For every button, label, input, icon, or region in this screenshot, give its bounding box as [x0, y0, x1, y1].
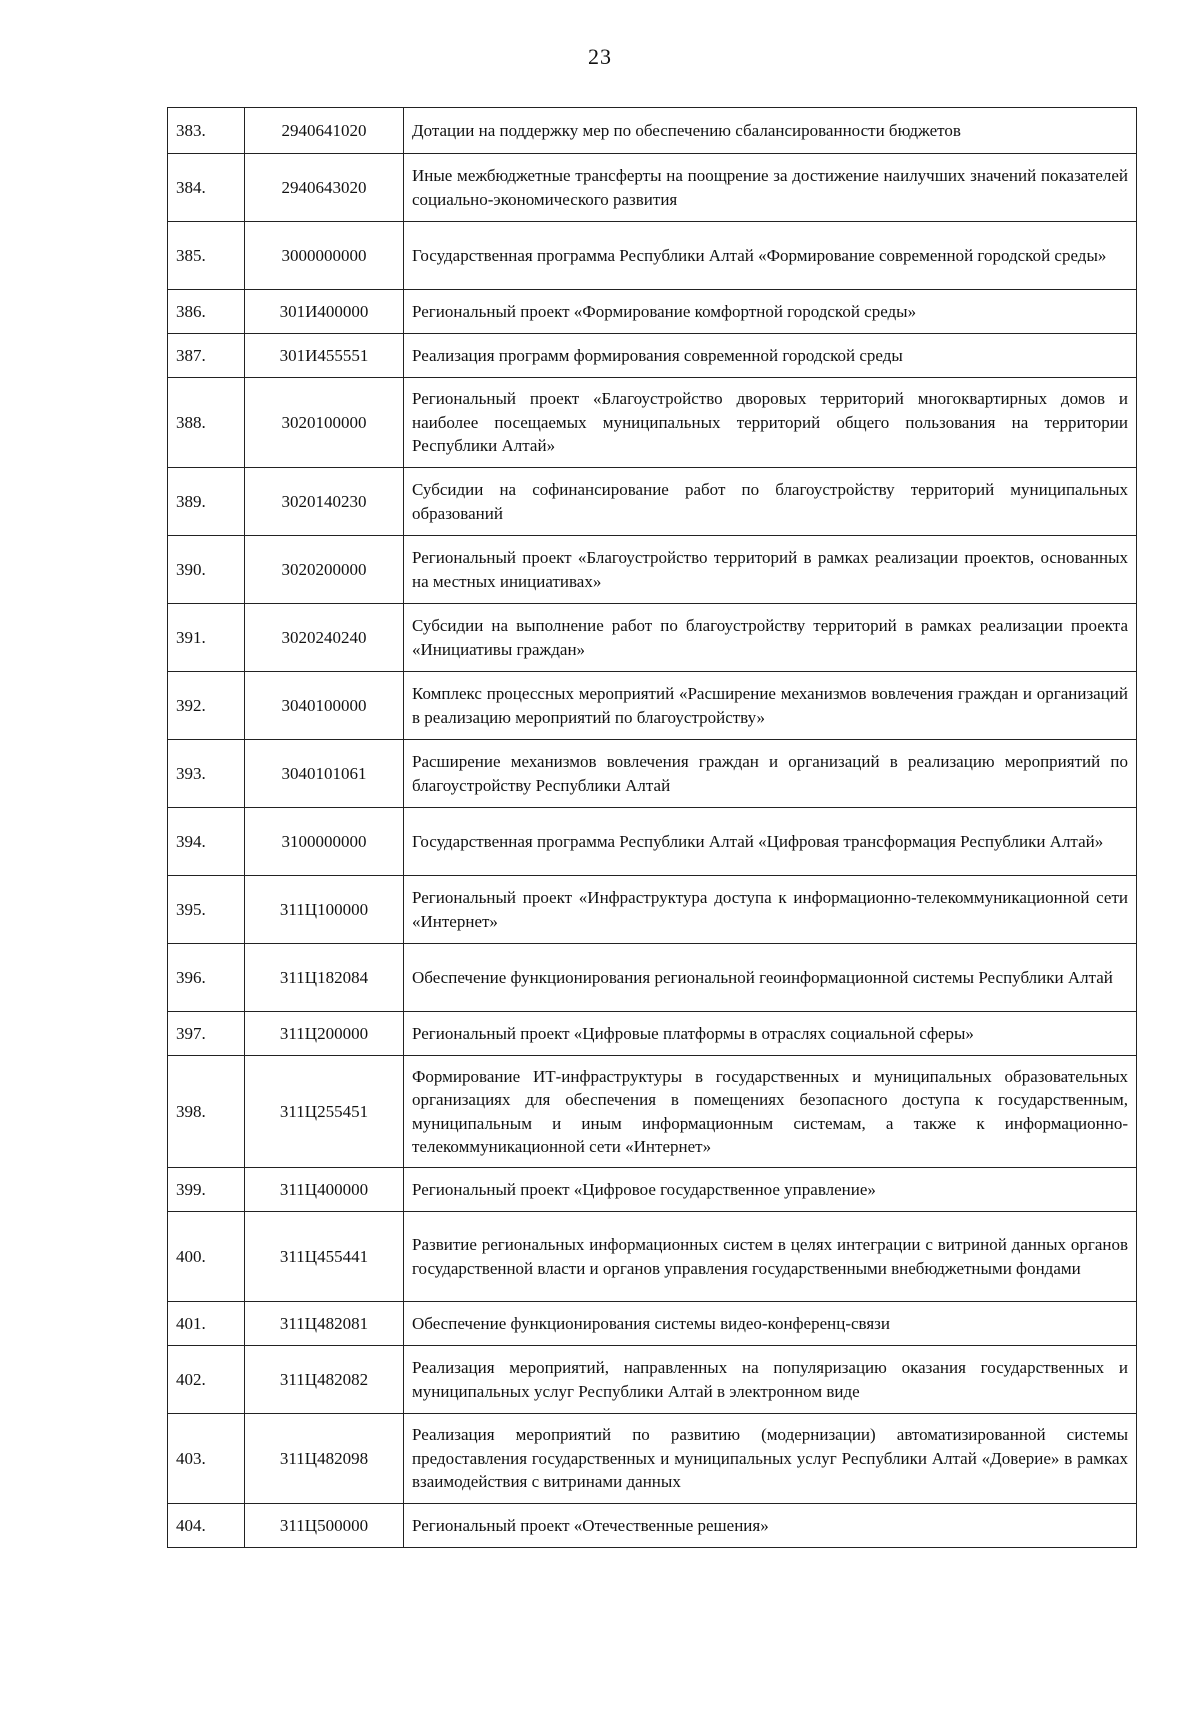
budget-code: 3020100000 — [245, 378, 404, 468]
budget-code: 3000000000 — [245, 222, 404, 290]
budget-code: 311Ц400000 — [245, 1168, 404, 1212]
table-row — [168, 740, 1137, 808]
table-row — [168, 154, 1137, 222]
table-row — [168, 334, 1137, 378]
row-number: 392. — [168, 672, 245, 740]
row-number: 400. — [168, 1212, 245, 1302]
row-description: Расширение механизмов вовлечения граждан и организаций в реализацию мероприятий по благоустройству Республики Алтай — [404, 740, 1137, 808]
row-number: 394. — [168, 808, 245, 876]
row-number: 403. — [168, 1414, 245, 1504]
row-description: Государственная программа Республики Алтай «Формирование современной городской среды» — [404, 222, 1137, 290]
budget-code: 3040101061 — [245, 740, 404, 808]
row-number: 395. — [168, 876, 245, 944]
table-row — [168, 378, 1137, 468]
budget-code-table — [167, 107, 1137, 1548]
table-row — [168, 1414, 1137, 1504]
row-description: Реализация мероприятий по развитию (модернизации) автоматизированной системы предоставления государственных и муниципальных услуг Республики Алтай «Доверие» в рамках взаимодействия с витринами данных — [404, 1414, 1137, 1504]
row-number: 404. — [168, 1504, 245, 1548]
row-number: 385. — [168, 222, 245, 290]
table-row — [168, 944, 1137, 1012]
row-description: Комплекс процессных мероприятий «Расширение механизмов вовлечения граждан и организаций в реализацию мероприятий по благоустройству» — [404, 672, 1137, 740]
row-number: 402. — [168, 1346, 245, 1414]
budget-code: 311Ц455441 — [245, 1212, 404, 1302]
table-row — [168, 1168, 1137, 1212]
table-row — [168, 808, 1137, 876]
budget-code: 3100000000 — [245, 808, 404, 876]
row-number: 389. — [168, 468, 245, 536]
budget-code: 311Ц500000 — [245, 1504, 404, 1548]
budget-code: 311Ц200000 — [245, 1012, 404, 1056]
row-description: Региональный проект «Благоустройство дворовых территорий многоквартирных домов и наиболее посещаемых муниципальных территорий общего пользования на территории Республики Алтай» — [404, 378, 1137, 468]
table-row — [168, 1056, 1137, 1168]
budget-code: 311Ц482082 — [245, 1346, 404, 1414]
row-description: Субсидии на софинансирование работ по благоустройству территорий муниципальных образований — [404, 468, 1137, 536]
row-number: 393. — [168, 740, 245, 808]
row-description: Обеспечение функционирования региональной геоинформационной системы Республики Алтай — [404, 944, 1137, 1012]
row-description: Реализация мероприятий, направленных на популяризацию оказания государственных и муниципальных услуг Республики Алтай в электронном виде — [404, 1346, 1137, 1414]
table-row — [168, 108, 1137, 154]
row-number: 396. — [168, 944, 245, 1012]
budget-code: 3020140230 — [245, 468, 404, 536]
table-row — [168, 876, 1137, 944]
row-number: 397. — [168, 1012, 245, 1056]
row-description: Иные межбюджетные трансферты на поощрение за достижение наилучших значений показателей социально-экономического развития — [404, 154, 1137, 222]
table-row — [168, 222, 1137, 290]
budget-code: 311Ц100000 — [245, 876, 404, 944]
row-description: Формирование ИТ-инфраструктуры в государственных и муниципальных образовательных организациях для обеспечения в помещениях безопасного доступа к государственным, муниципальным и иным информационным системам, а также к информационно-телекоммуникационной сети «Интернет» — [404, 1056, 1137, 1168]
row-number: 384. — [168, 154, 245, 222]
budget-code: 311Ц482098 — [245, 1414, 404, 1504]
row-number: 401. — [168, 1302, 245, 1346]
row-number: 390. — [168, 536, 245, 604]
budget-code: 3040100000 — [245, 672, 404, 740]
row-description: Дотации на поддержку мер по обеспечению сбалансированности бюджетов — [404, 108, 1137, 154]
row-description: Обеспечение функционирования системы видео-конференц-связи — [404, 1302, 1137, 1346]
budget-code: 2940643020 — [245, 154, 404, 222]
row-number: 388. — [168, 378, 245, 468]
table-row — [168, 1504, 1137, 1548]
row-number: 386. — [168, 290, 245, 334]
table-row — [168, 468, 1137, 536]
table-body — [168, 108, 1137, 1548]
budget-code: 311Ц482081 — [245, 1302, 404, 1346]
budget-code: 3020240240 — [245, 604, 404, 672]
row-description: Субсидии на выполнение работ по благоустройству территорий в рамках реализации проекта «Инициативы граждан» — [404, 604, 1137, 672]
budget-code: 311Ц255451 — [245, 1056, 404, 1168]
page-number: 23 — [588, 44, 612, 69]
row-number: 383. — [168, 108, 245, 154]
row-description: Региональный проект «Благоустройство территорий в рамках реализации проектов, основанных на местных инициативах» — [404, 536, 1137, 604]
table-row — [168, 672, 1137, 740]
row-description: Государственная программа Республики Алтай «Цифровая трансформация Республики Алтай» — [404, 808, 1137, 876]
table-row — [168, 1302, 1137, 1346]
row-number: 387. — [168, 334, 245, 378]
row-description: Реализация программ формирования современной городской среды — [404, 334, 1137, 378]
table-row — [168, 536, 1137, 604]
table-row — [168, 604, 1137, 672]
row-description: Развитие региональных информационных систем в целях интеграции с витриной данных органов государственной власти и органов управления государственными внебюджетными фондами — [404, 1212, 1137, 1302]
budget-code: 3020200000 — [245, 536, 404, 604]
table-row — [168, 1346, 1137, 1414]
budget-code: 301И400000 — [245, 290, 404, 334]
row-number: 391. — [168, 604, 245, 672]
budget-code: 301И455551 — [245, 334, 404, 378]
table-row — [168, 290, 1137, 334]
row-description: Региональный проект «Цифровые платформы в отраслях социальной сферы» — [404, 1012, 1137, 1056]
budget-code: 311Ц182084 — [245, 944, 404, 1012]
row-number: 399. — [168, 1168, 245, 1212]
table-row — [168, 1212, 1137, 1302]
row-description: Региональный проект «Отечественные решения» — [404, 1504, 1137, 1548]
budget-code: 2940641020 — [245, 108, 404, 154]
row-description: Региональный проект «Инфраструктура доступа к информационно-телекоммуникационной сети «Интернет» — [404, 876, 1137, 944]
row-description: Региональный проект «Цифровое государственное управление» — [404, 1168, 1137, 1212]
table-row — [168, 1012, 1137, 1056]
row-description: Региональный проект «Формирование комфортной городской среды» — [404, 290, 1137, 334]
row-number: 398. — [168, 1056, 245, 1168]
